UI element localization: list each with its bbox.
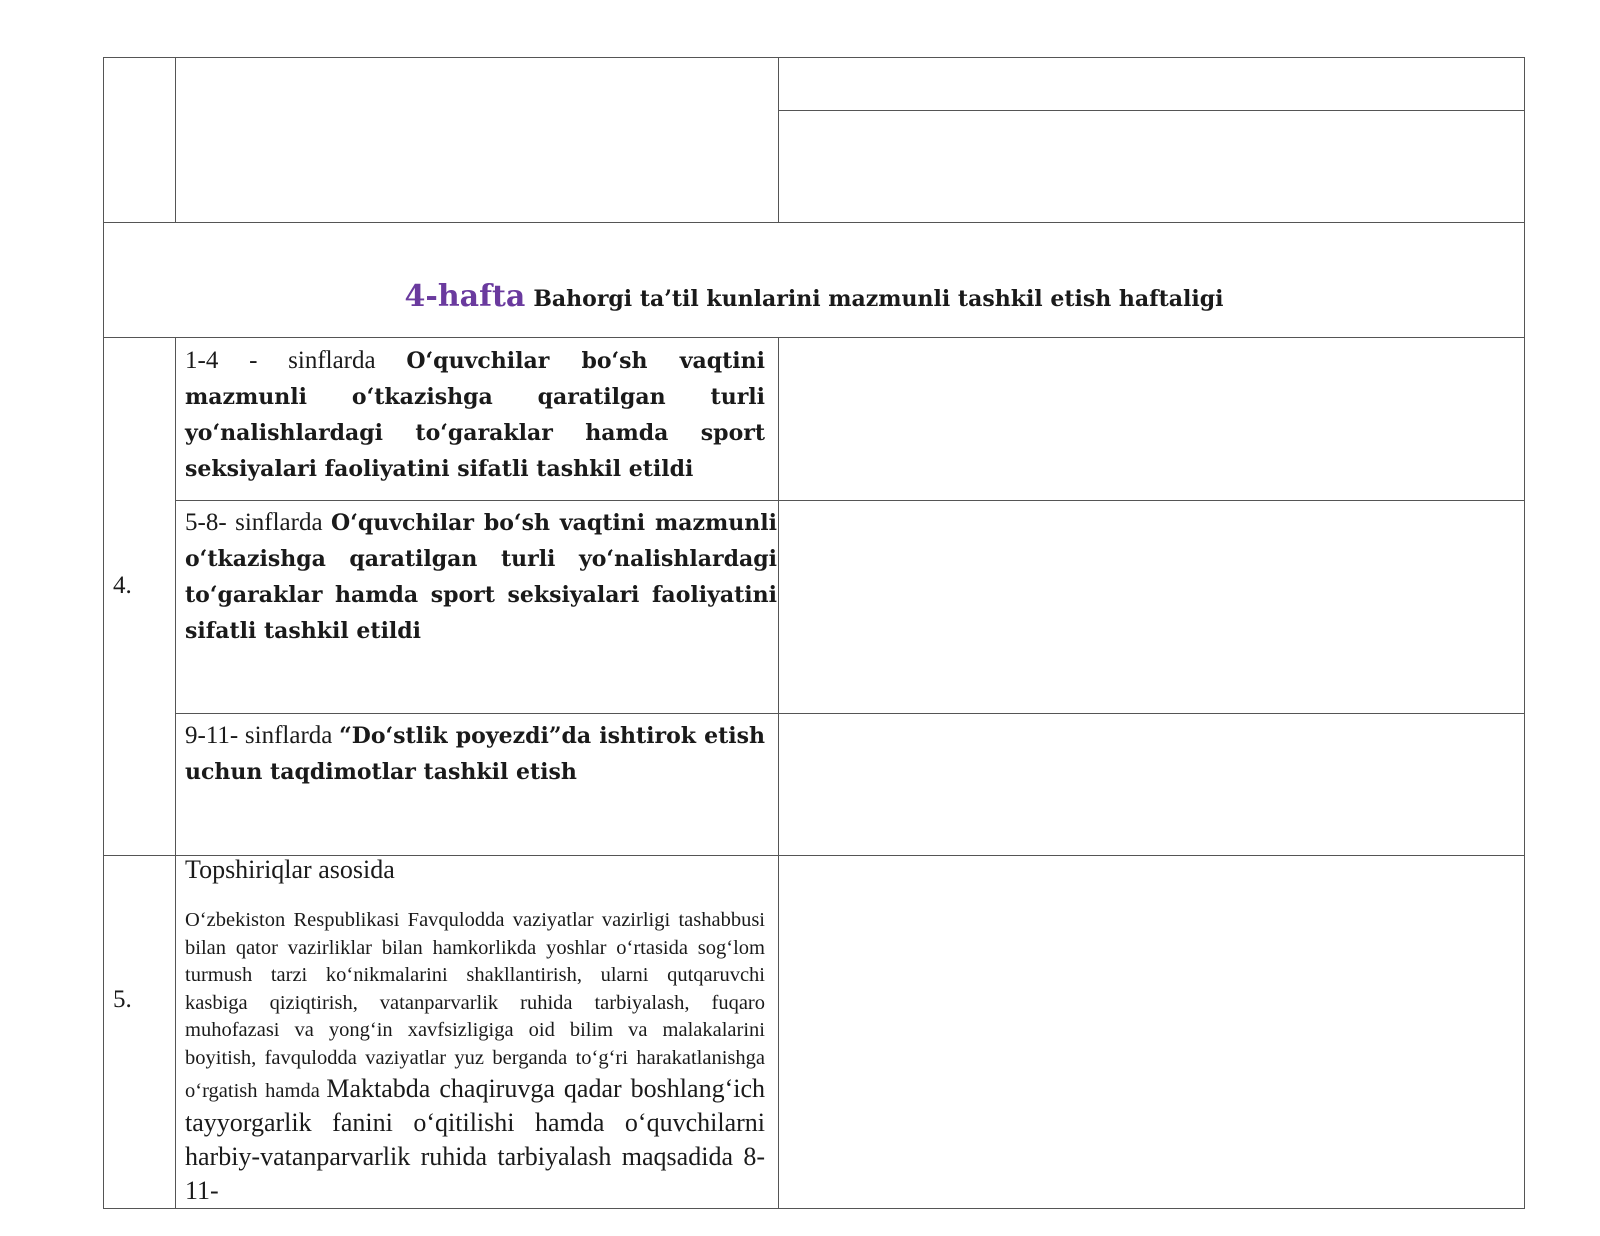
description-large: Maktabda chaqiruvga qadar boshlang‘ich tayyorgarlik fanini o‘qitilishi hamda o‘quvchilarni harbiy-vatanparvarlik ruhida tarbiyalash maqsadida 8-11- xyxy=(185,1074,765,1205)
row-number: 4. xyxy=(113,572,132,599)
table-line xyxy=(175,713,1525,714)
table-border-left xyxy=(103,57,104,1209)
table-line xyxy=(778,57,779,222)
table-line xyxy=(175,500,1525,501)
task-text: O‘quvchilar bo‘sh vaqtini mazmunli o‘tkazishga qaratilgan turli yo‘nalishlardagi to‘garaklar hamda sport seksiyalari faoliyatini sifatli tashkil etildi xyxy=(185,510,777,644)
plan-table xyxy=(103,57,1525,1209)
table-line xyxy=(175,57,176,222)
task-cell xyxy=(185,718,765,790)
table-line xyxy=(175,337,176,1209)
table-line xyxy=(103,337,1525,338)
row-number: 5. xyxy=(113,986,132,1013)
table-border-right xyxy=(1524,57,1525,1209)
task-text: O‘quvchilar bo‘sh vaqtini mazmunli o‘tkazishga qaratilgan turli yo‘nalishlardagi to‘garaklar hamda sport seksiyalari faoliyatini sifatli tashkil etildi xyxy=(185,348,765,482)
week-title: Bahorgi ta’til kunlarini mazmunli tashkil etish haftaligi xyxy=(533,286,1224,312)
week-number: 4-hafta xyxy=(404,279,526,314)
table-line xyxy=(778,110,1525,111)
table-line xyxy=(103,222,1525,223)
week-header xyxy=(103,279,1525,314)
task-description xyxy=(185,907,765,1208)
task-classes: 9-11- sinflarda xyxy=(185,722,333,749)
task-heading: Topshiriqlar asosida xyxy=(185,855,395,884)
description-small: O‘zbekiston Respublikasi Favqulodda vaziyatlar vazirligi tashabbusi bilan qator vazirliklar bilan hamkorlikda yoshlar o‘rtasida sog‘lom turmush tarzi ko‘nikmalarini shakllantirish, ularni qutqaruvchi kasbiga qiziqtirish, vatanparvarlik ruhida tarbiyalash, fuqaro muhofazasi va yong‘in xavfsizligiga oid bilim va malakalarini boyitish, favqulodda vaziyatlar yuz berganda to‘g‘ri harakatlanishga o‘rgatish hamda xyxy=(185,909,765,1102)
table-border-top xyxy=(103,57,1525,58)
task-cell xyxy=(185,505,777,649)
table-border-bottom xyxy=(103,1208,1525,1209)
task-cell xyxy=(185,343,765,487)
task-classes: 5-8- sinflarda xyxy=(185,509,323,536)
table-line xyxy=(778,337,779,1209)
task-classes: 1-4 - sinflarda xyxy=(185,347,376,374)
task-text: “Do‘stlik poyezdi”da ishtirok etish uchun taqdimotlar tashkil etish xyxy=(185,723,766,785)
